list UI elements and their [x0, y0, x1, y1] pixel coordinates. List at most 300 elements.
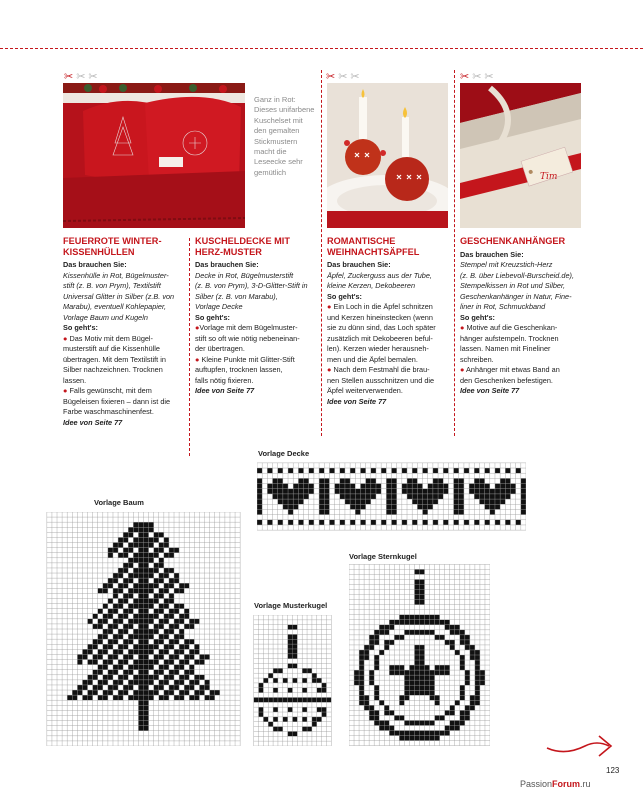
stitch-cell: [113, 639, 118, 644]
section-title: KUSCHELDECKE MIT HERZ-MUSTER: [195, 236, 290, 257]
stitch-cell: [304, 494, 309, 499]
stitch-cell: [267, 484, 272, 489]
stitch-cell: [384, 640, 389, 645]
stitch-cell: [179, 660, 184, 665]
stitch-cell: [500, 494, 505, 499]
stitch-cell: [128, 558, 133, 563]
stitch-cell: [423, 504, 428, 509]
stitch-cell: [322, 707, 327, 712]
stitch-cell: [425, 620, 430, 625]
stitch-cell: [133, 604, 138, 609]
stitch-cell: [350, 494, 355, 499]
stitch-cell: [479, 478, 484, 483]
stitch-cell: [322, 697, 327, 702]
stitch-cell: [149, 604, 154, 609]
stitch-cell: [278, 697, 283, 702]
stitch-cell: [149, 629, 154, 634]
stitch-cell: [293, 644, 298, 649]
bullet-dot-icon: ●: [195, 323, 200, 332]
stitch-cell: [138, 726, 143, 731]
stitch-cell: [355, 509, 360, 514]
materials-heading: Das brauchen Sie:: [460, 249, 524, 259]
stitch-cell: [404, 630, 409, 635]
stitch-cell: [409, 620, 414, 625]
stitch-cell: [319, 509, 324, 514]
materials-heading: Das brauchen Sie:: [63, 260, 127, 269]
stitch-cell: [359, 670, 364, 675]
stitch-cell: [465, 680, 470, 685]
stitch-cell: [374, 695, 379, 700]
stitch-cell: [77, 660, 82, 665]
stitch-cell: [138, 629, 143, 634]
stitch-cell: [495, 499, 500, 504]
stitch-cell: [278, 520, 283, 525]
stitch-cell: [154, 583, 159, 588]
stitch-cell: [169, 593, 174, 598]
stitch-cell: [138, 660, 143, 665]
stitch-cell: [194, 649, 199, 654]
stitch-cell: [490, 489, 495, 494]
stitch-cell: [179, 619, 184, 624]
stitch-cell: [118, 629, 123, 634]
stitch-cell: [326, 697, 331, 702]
stitch-cell: [283, 489, 288, 494]
stitch-cell: [144, 675, 149, 680]
stitch-cell: [428, 499, 433, 504]
stitch-cell: [459, 484, 464, 489]
stitch-cell: [128, 680, 133, 685]
stitch-cell: [179, 649, 184, 654]
materials-text: Decke in Rot, Bügelmusterstift (z. B. von Prym), 3-D-Glitter-Stift in Silber (z. B. von Marabu), Vorlage Decke: [195, 270, 308, 311]
stitch-cell: [138, 715, 143, 720]
stitch-cell: [283, 697, 288, 702]
stitch-cell: [495, 504, 500, 509]
stitch-cell: [138, 695, 143, 700]
stitch-cell: [288, 707, 293, 712]
stitch-cell: [402, 489, 407, 494]
stitch-cell: [189, 665, 194, 670]
stitch-cell: [205, 685, 210, 690]
stitch-cell: [376, 484, 381, 489]
stitch-cell: [128, 609, 133, 614]
stitch-cell: [435, 695, 440, 700]
stitch-cell: [169, 639, 174, 644]
stitch-cell: [174, 680, 179, 685]
stitch-cell: [430, 690, 435, 695]
stitch-cell: [179, 644, 184, 649]
stitch-cell: [154, 532, 159, 537]
stitch-cell: [174, 619, 179, 624]
stitch-cell: [417, 484, 422, 489]
stitch-cell: [98, 685, 103, 690]
stitch-cell: [149, 619, 154, 624]
stitch-cell: [381, 520, 386, 525]
stitch-cell: [138, 588, 143, 593]
stitch-cell: [144, 527, 149, 532]
stitch-cell: [355, 494, 360, 499]
stitch-cell: [435, 670, 440, 675]
stitch-cell: [133, 588, 138, 593]
stitch-cell: [184, 690, 189, 695]
stitch-cell: [360, 484, 365, 489]
stitch-cell: [495, 520, 500, 525]
stitch-cell: [88, 675, 93, 680]
stitch-cell: [423, 468, 428, 473]
stitch-cell: [319, 504, 324, 509]
stitch-cell: [184, 609, 189, 614]
stitch-cell: [149, 558, 154, 563]
stitch-cell: [420, 665, 425, 670]
stitch-cell: [278, 494, 283, 499]
stitch-cell: [407, 484, 412, 489]
caption-line: den gemalten: [254, 126, 300, 136]
stitch-cell: [386, 509, 391, 514]
stitch-cell: [144, 685, 149, 690]
stitch-cell: [205, 680, 210, 685]
stitch-cell: [369, 635, 374, 640]
photo-apples: [327, 83, 448, 228]
stitch-cell: [169, 583, 174, 588]
stitch-cell: [345, 478, 350, 483]
stitch-cell: [479, 489, 484, 494]
bullet-dot-icon: ●: [63, 333, 68, 343]
stitch-cell: [128, 532, 133, 537]
stitch-cell: [169, 670, 174, 675]
stitch-cell: [319, 478, 324, 483]
stitch-cell: [459, 504, 464, 509]
stitch-cell: [369, 705, 374, 710]
stitch-cell: [485, 484, 490, 489]
stitch-cell: [324, 504, 329, 509]
stitch-cell: [350, 520, 355, 525]
stitch-cell: [113, 695, 118, 700]
stitch-cell: [118, 665, 123, 670]
stitch-cell: [267, 520, 272, 525]
stitch-cell: [133, 553, 138, 558]
stitch-cell: [474, 494, 479, 499]
stitch-cell: [298, 494, 303, 499]
stitch-cell: [123, 614, 128, 619]
stitch-cell: [164, 543, 169, 548]
stitch-cell: [399, 695, 404, 700]
stitch-cell: [455, 726, 460, 731]
stitch-cell: [133, 558, 138, 563]
stitch-cell: [293, 494, 298, 499]
stitch-cell: [273, 494, 278, 499]
stitch-cell: [298, 499, 303, 504]
stitch-cell: [174, 624, 179, 629]
materials-text: Kissenhülle in Rot, Bügelmuster- stift (z. B. von Prym), Textilstift Universal Glitter in Silber (z.B. von Marabu), eventuell Kohlepapier, Vorlage Baum und Kugeln: [63, 270, 175, 322]
stitch-cell: [402, 520, 407, 525]
stitch-cell: [133, 695, 138, 700]
stitch-cell: [459, 499, 464, 504]
stitch-cell: [189, 685, 194, 690]
stitch-cell: [144, 522, 149, 527]
stitch-cell: [414, 645, 419, 650]
stitch-cell: [98, 634, 103, 639]
stitch-cell: [82, 695, 87, 700]
stitch-cell: [404, 690, 409, 695]
stitch-cell: [144, 537, 149, 542]
stitch-cell: [98, 695, 103, 700]
stitch-cell: [425, 675, 430, 680]
stitch-cell: [169, 578, 174, 583]
stitch-cell: [93, 624, 98, 629]
stitch-cell: [164, 588, 169, 593]
stitch-cell: [154, 644, 159, 649]
stitch-cell: [335, 484, 340, 489]
stitch-cell: [450, 710, 455, 715]
stitch-cell: [72, 690, 77, 695]
stitch-cell: [485, 468, 490, 473]
stitch-cell: [118, 675, 123, 680]
stitch-cell: [374, 665, 379, 670]
stitch-cell: [169, 690, 174, 695]
stitch-cell: [149, 583, 154, 588]
stitch-cell: [394, 620, 399, 625]
stitch-cell: [359, 675, 364, 680]
stitch-cell: [184, 614, 189, 619]
bullet-dot-icon: ●: [195, 354, 200, 364]
instruction-bullet: ● Nach dem Festmahl die brau- nen Stellen ausschnitzen und die Äpfel weiterverwenden.: [327, 365, 435, 395]
stitch-cell: [133, 568, 138, 573]
stitch-cell: [149, 634, 154, 639]
stitch-cell: [465, 675, 470, 680]
stitch-cell: [184, 624, 189, 629]
stitch-cell: [369, 640, 374, 645]
stitch-cell: [420, 731, 425, 736]
stitch-cell: [322, 712, 327, 717]
stitch-cell: [128, 649, 133, 654]
stitch-cell: [409, 670, 414, 675]
stitch-cell: [414, 731, 419, 736]
stitch-cell: [430, 630, 435, 635]
stitch-cell: [164, 675, 169, 680]
stitch-cell: [399, 635, 404, 640]
stitch-cell: [118, 573, 123, 578]
stitch-cell: [273, 478, 278, 483]
stitch-cell: [138, 624, 143, 629]
stitch-cell: [495, 468, 500, 473]
stitch-cell: [433, 494, 438, 499]
stitch-cell: [133, 583, 138, 588]
stitch-cell: [123, 639, 128, 644]
stitch-cell: [423, 494, 428, 499]
stitch-cell: [293, 634, 298, 639]
stitch-cell: [278, 489, 283, 494]
stitch-cell: [179, 665, 184, 670]
stitch-cell: [267, 489, 272, 494]
stitch-cell: [485, 494, 490, 499]
stitch-cell: [108, 598, 113, 603]
stitch-cell: [317, 707, 322, 712]
stitch-cell: [350, 499, 355, 504]
stitch-cell: [138, 634, 143, 639]
stitch-cell: [369, 670, 374, 675]
stitch-cell: [164, 649, 169, 654]
stitch-cell: [317, 697, 322, 702]
stitch-cell: [298, 468, 303, 473]
stitch-cell: [443, 484, 448, 489]
stitch-cell: [455, 700, 460, 705]
stitch-cell: [128, 573, 133, 578]
stitch-cell: [495, 489, 500, 494]
stitch-cell: [455, 630, 460, 635]
stitch-cell: [420, 650, 425, 655]
stitch-cell: [460, 640, 465, 645]
stitch-cell: [450, 726, 455, 731]
stitch-cell: [154, 639, 159, 644]
stitch-cell: [154, 624, 159, 629]
stitch-cell: [302, 678, 307, 683]
stitch-cell: [128, 665, 133, 670]
stitch-cell: [345, 499, 350, 504]
stitch-cell: [374, 630, 379, 635]
stitch-cell: [144, 690, 149, 695]
stitch-cell: [399, 620, 404, 625]
stitch-cell: [194, 644, 199, 649]
stitch-cell: [108, 548, 113, 553]
stitch-cell: [455, 720, 460, 725]
stitch-cell: [312, 722, 317, 727]
stitch-cell: [392, 489, 397, 494]
stitch-cell: [205, 654, 210, 659]
stitch-cell: [420, 660, 425, 665]
stitch-cell: [293, 731, 298, 736]
stitch-cell: [470, 705, 475, 710]
section-title: ROMANTISCHE WEIHNACHTSÄPFEL: [327, 236, 420, 257]
stitch-cell: [67, 695, 72, 700]
stitch-cell: [480, 680, 485, 685]
stitch-cell: [113, 624, 118, 629]
stitch-cell: [159, 654, 164, 659]
stitch-cell: [123, 568, 128, 573]
stitch-cell: [164, 629, 169, 634]
stitch-cell: [460, 695, 465, 700]
stitch-cell: [420, 690, 425, 695]
stitch-cell: [164, 665, 169, 670]
stitch-cell: [194, 680, 199, 685]
stitch-cell: [379, 630, 384, 635]
stitch-cell: [108, 553, 113, 558]
stitch-cell: [521, 478, 526, 483]
stitch-cell: [179, 690, 184, 695]
stitch-cell: [278, 668, 283, 673]
stitch-cell: [404, 615, 409, 620]
stitch-cell: [460, 690, 465, 695]
stitch-cell: [475, 700, 480, 705]
stitch-cell: [293, 499, 298, 504]
stitch-cell: [445, 665, 450, 670]
stitch-cell: [103, 634, 108, 639]
stitch-cell: [164, 604, 169, 609]
stitch-cell: [345, 494, 350, 499]
stitch-cell: [470, 650, 475, 655]
stitch-cell: [359, 685, 364, 690]
stitch-cell: [174, 548, 179, 553]
stitch-cell: [394, 665, 399, 670]
stitch-cell: [259, 688, 264, 693]
stitch-cell: [521, 494, 526, 499]
stitch-cell: [169, 568, 174, 573]
stitch-cell: [128, 563, 133, 568]
stitch-cell: [445, 670, 450, 675]
stitch-cell: [359, 690, 364, 695]
stitch-cell: [399, 615, 404, 620]
stitch-cell: [82, 685, 87, 690]
stitch-cell: [98, 670, 103, 675]
idea-reference: Idee von Seite 77: [327, 396, 387, 406]
stitch-cell: [469, 484, 474, 489]
stitch-cell: [154, 660, 159, 665]
stitch-cell: [298, 489, 303, 494]
stitch-cell: [93, 660, 98, 665]
stitch-cell: [404, 620, 409, 625]
stitch-cell: [312, 697, 317, 702]
stitch-cell: [257, 504, 262, 509]
stitch-cell: [420, 655, 425, 660]
stitch-cell: [164, 634, 169, 639]
stitch-cell: [460, 655, 465, 660]
stitch-cell: [194, 675, 199, 680]
stitch-cell: [164, 680, 169, 685]
stitch-cell: [307, 697, 312, 702]
stitch-cell: [304, 489, 309, 494]
stitch-cell: [374, 685, 379, 690]
stitch-cell: [521, 484, 526, 489]
stitch-cell: [88, 680, 93, 685]
instruction-bullet: ● Falls gewünscht, mit dem Bügeleisen fixieren – dann ist die Farbe waschmaschinenfest.: [63, 386, 171, 416]
stitch-cell: [399, 700, 404, 705]
stitch-cell: [144, 721, 149, 726]
stitch-cell: [194, 695, 199, 700]
stitch-cell: [159, 695, 164, 700]
stitch-cell: [283, 494, 288, 499]
stitch-cell: [123, 690, 128, 695]
stitch-cell: [138, 690, 143, 695]
stitch-cell: [293, 654, 298, 659]
materials-heading: Das brauchen Sie:: [195, 260, 259, 269]
stitch-cell: [374, 720, 379, 725]
stitch-cell: [505, 484, 510, 489]
stitch-cell: [359, 660, 364, 665]
stitch-cell: [149, 665, 154, 670]
stitch-cell: [470, 700, 475, 705]
stitch-cell: [288, 509, 293, 514]
stitch-cell: [420, 585, 425, 590]
stitch-cell: [420, 680, 425, 685]
stitch-cell: [138, 614, 143, 619]
stitch-cell: [144, 614, 149, 619]
stitch-cell: [293, 664, 298, 669]
bullet-dot-icon: ●: [327, 365, 332, 374]
stitch-cell: [189, 624, 194, 629]
stitch-cell: [88, 649, 93, 654]
stitch-cell: [430, 695, 435, 700]
stitch-cell: [113, 609, 118, 614]
stitch-cell: [194, 619, 199, 624]
stitch-cell: [445, 726, 450, 731]
stitch-cell: [364, 650, 369, 655]
stitch-cell: [189, 670, 194, 675]
stitch-cell: [154, 685, 159, 690]
stitch-cell: [154, 598, 159, 603]
stitch-cell: [399, 736, 404, 741]
stitch-cell: [386, 484, 391, 489]
stitch-cell: [164, 553, 169, 558]
stitch-cell: [174, 604, 179, 609]
stitch-cell: [123, 578, 128, 583]
